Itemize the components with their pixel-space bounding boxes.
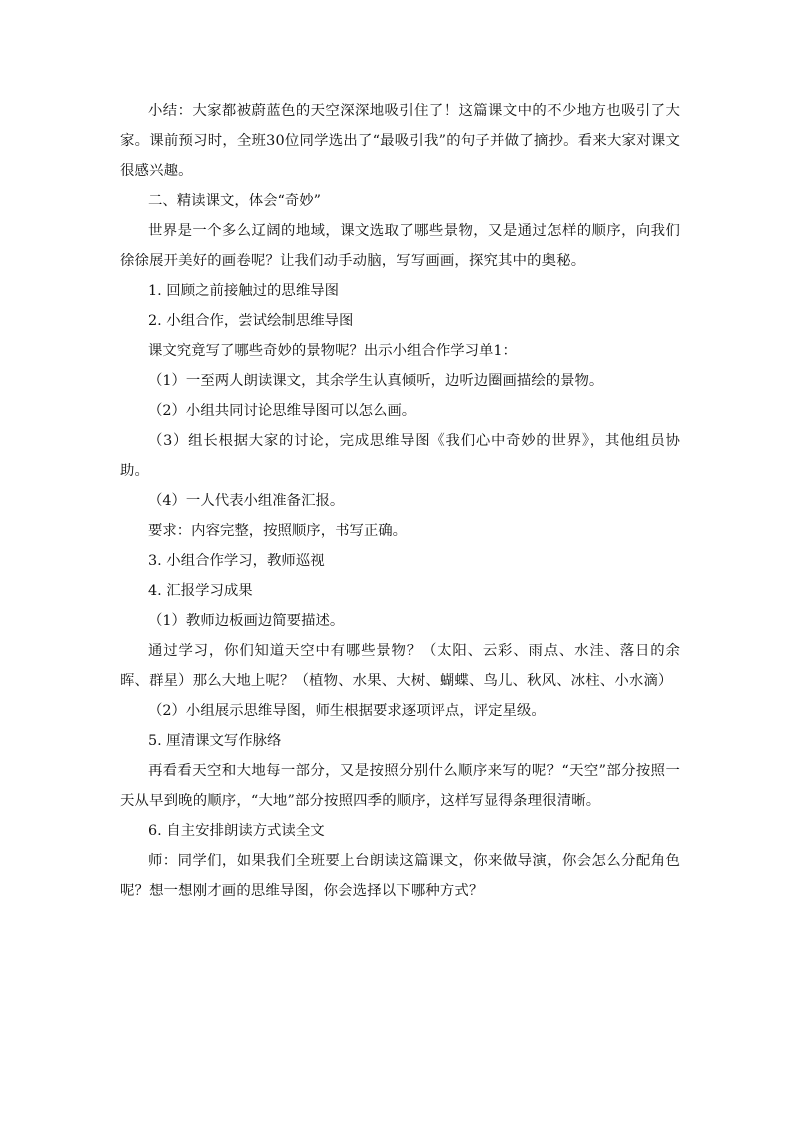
step-6: 6. 自主安排朗读方式读全文 <box>148 823 325 839</box>
task-item-1: （1）一至两人朗读课文，其余学生认真倾听，边听边圈画描绘的景物。 <box>148 373 604 389</box>
step-2: 2. 小组合作，尝试绘制思维导图 <box>148 313 354 329</box>
task-intro: 课文究竟写了哪些奇妙的景物呢？出示小组合作学习单1： <box>148 343 517 359</box>
task-item-3: （3）组长根据大家的讨论，完成思维导图《我们心中奇妙的世界》，其他组员协助。 <box>120 433 680 479</box>
teacher-paragraph: 师：同学们，如果我们全班要上台朗读这篇课文，你来做导演，你会怎么分配角色呢？想一想刚才画的思维导图，你会选择以下哪种方式？ <box>120 853 680 899</box>
requirements: 要求：内容完整，按照顺序，书写正确。 <box>148 523 408 539</box>
task-item-4: （4）一人代表小组准备汇报。 <box>148 493 345 509</box>
structure-paragraph: 再看看天空和大地每一部分，又是按照分别什么顺序来写的呢？“天空”部分按照一天从早到晚的顺序，“大地”部分按照四季的顺序，这样写显得条理很清晰。 <box>120 763 680 809</box>
step-3: 3. 小组合作学习，教师巡视 <box>148 553 325 569</box>
learning-paragraph: 通过学习，你们知道天空中有哪些景物？（太阳、云彩、雨点、水洼、落日的余晖、群星）那么大地上呢？（植物、水果、大树、蝴蝶、鸟儿、秋风、冰柱、小水滴） <box>120 643 680 689</box>
intro-paragraph: 世界是一个多么辽阔的地域，课文选取了哪些景物，又是通过怎样的顺序，向我们徐徐展开美好的画卷呢？让我们动手动脑，写写画画，探究其中的奥秘。 <box>120 223 680 269</box>
report-item-1: （1）教师边板画边简要描述。 <box>148 613 345 629</box>
step-4: 4. 汇报学习成果 <box>148 583 253 599</box>
document-page <box>120 96 680 906</box>
summary-paragraph: 小结：大家都被蔚蓝色的天空深深地吸引住了！这篇课文中的不少地方也吸引了大家。课前预习时，全班30位同学选出了“最吸引我”的句子并做了摘抄。看来大家对课文很感兴趣。 <box>120 103 680 179</box>
section-heading: 二、精读课文，体会“奇妙” <box>148 193 322 209</box>
step-5: 5. 厘清课文写作脉络 <box>148 733 282 749</box>
step-1: 1. 回顾之前接触过的思维导图 <box>148 283 339 299</box>
report-item-2: （2）小组展示思维导图，师生根据要求逐项评点，评定星级。 <box>148 703 546 719</box>
task-item-2: （2）小组共同讨论思维导图可以怎么画。 <box>148 403 417 419</box>
